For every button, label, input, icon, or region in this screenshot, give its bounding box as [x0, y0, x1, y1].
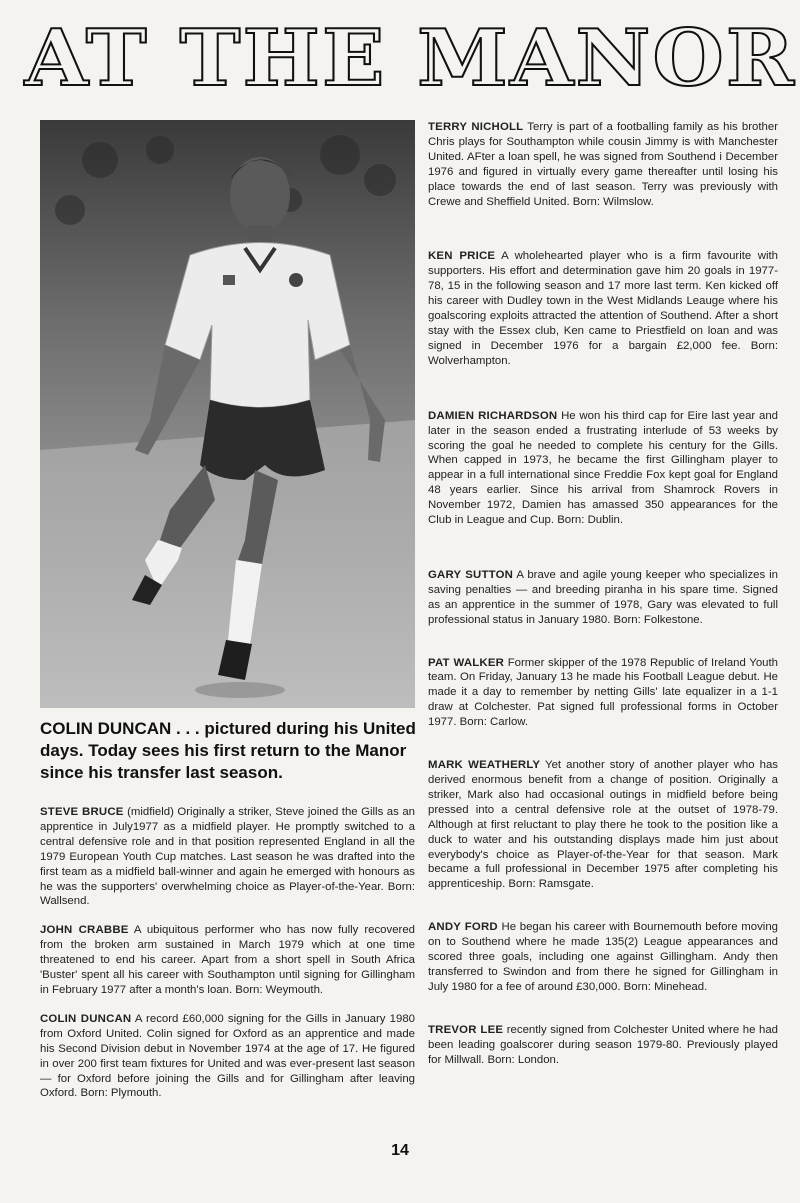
masthead: [24, 13, 796, 104]
photo-illustration: [40, 120, 415, 708]
player-name: COLIN DUNCAN: [40, 1012, 132, 1025]
player-name: GARY SUTTON: [428, 568, 514, 581]
player-entry-colin-duncan: [40, 1012, 415, 1101]
player-entry-pat-walker: [428, 656, 778, 731]
page-number: 14: [391, 1142, 409, 1159]
player-bio: A brave and agile young keeper who specializes in saving penalties — and breeding piranha in his spare time. Signed as an apprentice in the summer of 1978, Gary was elevated to full professional status in January 1980. Born: Folkestone.: [428, 568, 779, 626]
footballer-photo: [40, 120, 415, 708]
player-entry-steve-bruce: [40, 805, 415, 909]
player-bio: He won his third cap for Eire last year and later in the season ended a frustrating interlude of 53 weeks by scoring the goal he needed to complete his century for the Gills. When capped in 1973, he became the first Gillingham player to appear in a full international since Freddie Fox kept goal for England 48 years earlier. Since his arrival from Shamrock Rovers in November 1972, Damien has amassed 350 appearances for the Club in League and Cup. Born: Dublin.: [428, 409, 778, 527]
player-entry-mark-weatherly: [428, 758, 778, 892]
player-bio: Former skipper of the 1978 Republic of Ireland Youth team. On Friday, January 13 he made his Football League debut. He made it a day to remember by netting Gills' late equalizer in a 1-1 draw at Colchester. Pat signed full professional forms in October 1977. Born: Carlow.: [428, 656, 778, 729]
masthead-title: AT THE MANOR: [24, 13, 796, 104]
player-bio: recently signed from Colchester United where he had been leading goalscorer during season 1979-80. Previously played for Millwall. Born: London.: [428, 1023, 778, 1066]
player-bio: Yet another story of another player who has derived enormous benefit from a change of position. Originally a striker, Mark also had occasional outings in midfield before being pressed into a central defensive role at the outset of 1978-79. Although at first reluctant to play there he took to the position like a duck to water and his outstanding displays made him just about everybody's choice as Player-of-the-Year for that season. Mark became a full professional in December 1975 after completing his apprenticeship. Born: Ramsgate.: [428, 759, 778, 891]
right-column: [428, 120, 778, 1068]
player-name: PAT WALKER: [428, 656, 505, 669]
player-entry-terry-nicholl: [428, 120, 778, 209]
player-name: MARK WEATHERLY: [428, 759, 541, 772]
player-entry-ken-price: [428, 249, 778, 368]
player-bio: A ubiquitous performer who has now fully recovered from the broken arm sustained in March 1979 which at one time threatened to end his career. Apart from a short spell in South Africa 'Buster' spent all his career with Southampton until signing for Gillingham in February 1977 after a month's loan. Born: Weymouth.: [40, 924, 415, 996]
player-name: DAMIEN RICHARDSON: [428, 409, 558, 422]
player-bio: (midfield) Originally a striker, Steve joined the Gills as an apprentice in July1977 as a midfield player. He promptly switched to a central defensive role and in that position represented England in all the 1979 European Youth Cup matches. Last season he was drafted into the first team as a midfield ball-winner and again he emerged with honours as he was the supporters' overwhelming choice as Player-of-the-Year. Born: Wallsend.: [40, 806, 415, 908]
player-bio: Terry is part of a footballing family as his brother Chris plays for Southampton while cousin Jimmy is with Manchester United. AFter a loan spell, he was signed from Southend i December 1976 and figured in virtually every game thereafter until losing his place towards the end of last season. Terry was previously with Crewe and Sheffield United. Born: Wilmslow.: [428, 121, 778, 208]
player-name: TERRY NICHOLL: [428, 121, 524, 133]
player-name: STEVE BRUCE: [40, 806, 124, 818]
player-bio: A wholehearted player who is a firm favourite with supporters. His effort and determination gave him 20 goals in 1977-78, 15 in the following season and 17 more last term. Ken kicked off his career with Dudley town in the West Midlands Leauge where his goalscoring exploits attracted the attention of Southend. After a short stay with the Essex club, Ken came to Priestfield on loan and was signed in December 1976 for a bargain £2,000 fee. Born: Wolverhampton.: [428, 250, 778, 367]
player-entry-andy-ford: [428, 920, 778, 995]
player-name: TREVOR LEE: [428, 1023, 504, 1036]
player-name: KEN PRICE: [428, 250, 496, 263]
player-name: JOHN CRABBE: [40, 924, 129, 937]
player-bio: He began his career with Bournemouth before moving on to Southend where he made 135(2) League appearances and scored three goals, including one against Gillingham. Andy then transferred to Swindon and from there he signed for Gillingham in July 1980 for a fee of around £30,000. Born: Minehead.: [428, 921, 779, 993]
player-name: ANDY FORD: [428, 921, 498, 934]
player-bio: A record £60,000 signing for the Gills in January 1980 from Oxford United. Colin signed for Oxford as an apprentice and made his Second Division debut in November 1974 at the age of 17. He figured in over 200 first team fixtures for United and was ever-present last season — for Oxford before joining the Gills and for Gillingham after leaving Oxford. Born: Plymouth.: [40, 1012, 416, 1100]
player-entry-damien-richardson: [428, 409, 778, 528]
left-column: [40, 805, 415, 1101]
player-entry-gary-sutton: [428, 568, 778, 628]
photo-caption: COLIN DUNCAN . . . pictured during his United days. Today sees his first return to the Manor since his transfer last season.: [40, 719, 416, 782]
player-entry-john-crabbe: [40, 923, 415, 998]
player-entry-trevor-lee: [428, 1023, 778, 1068]
